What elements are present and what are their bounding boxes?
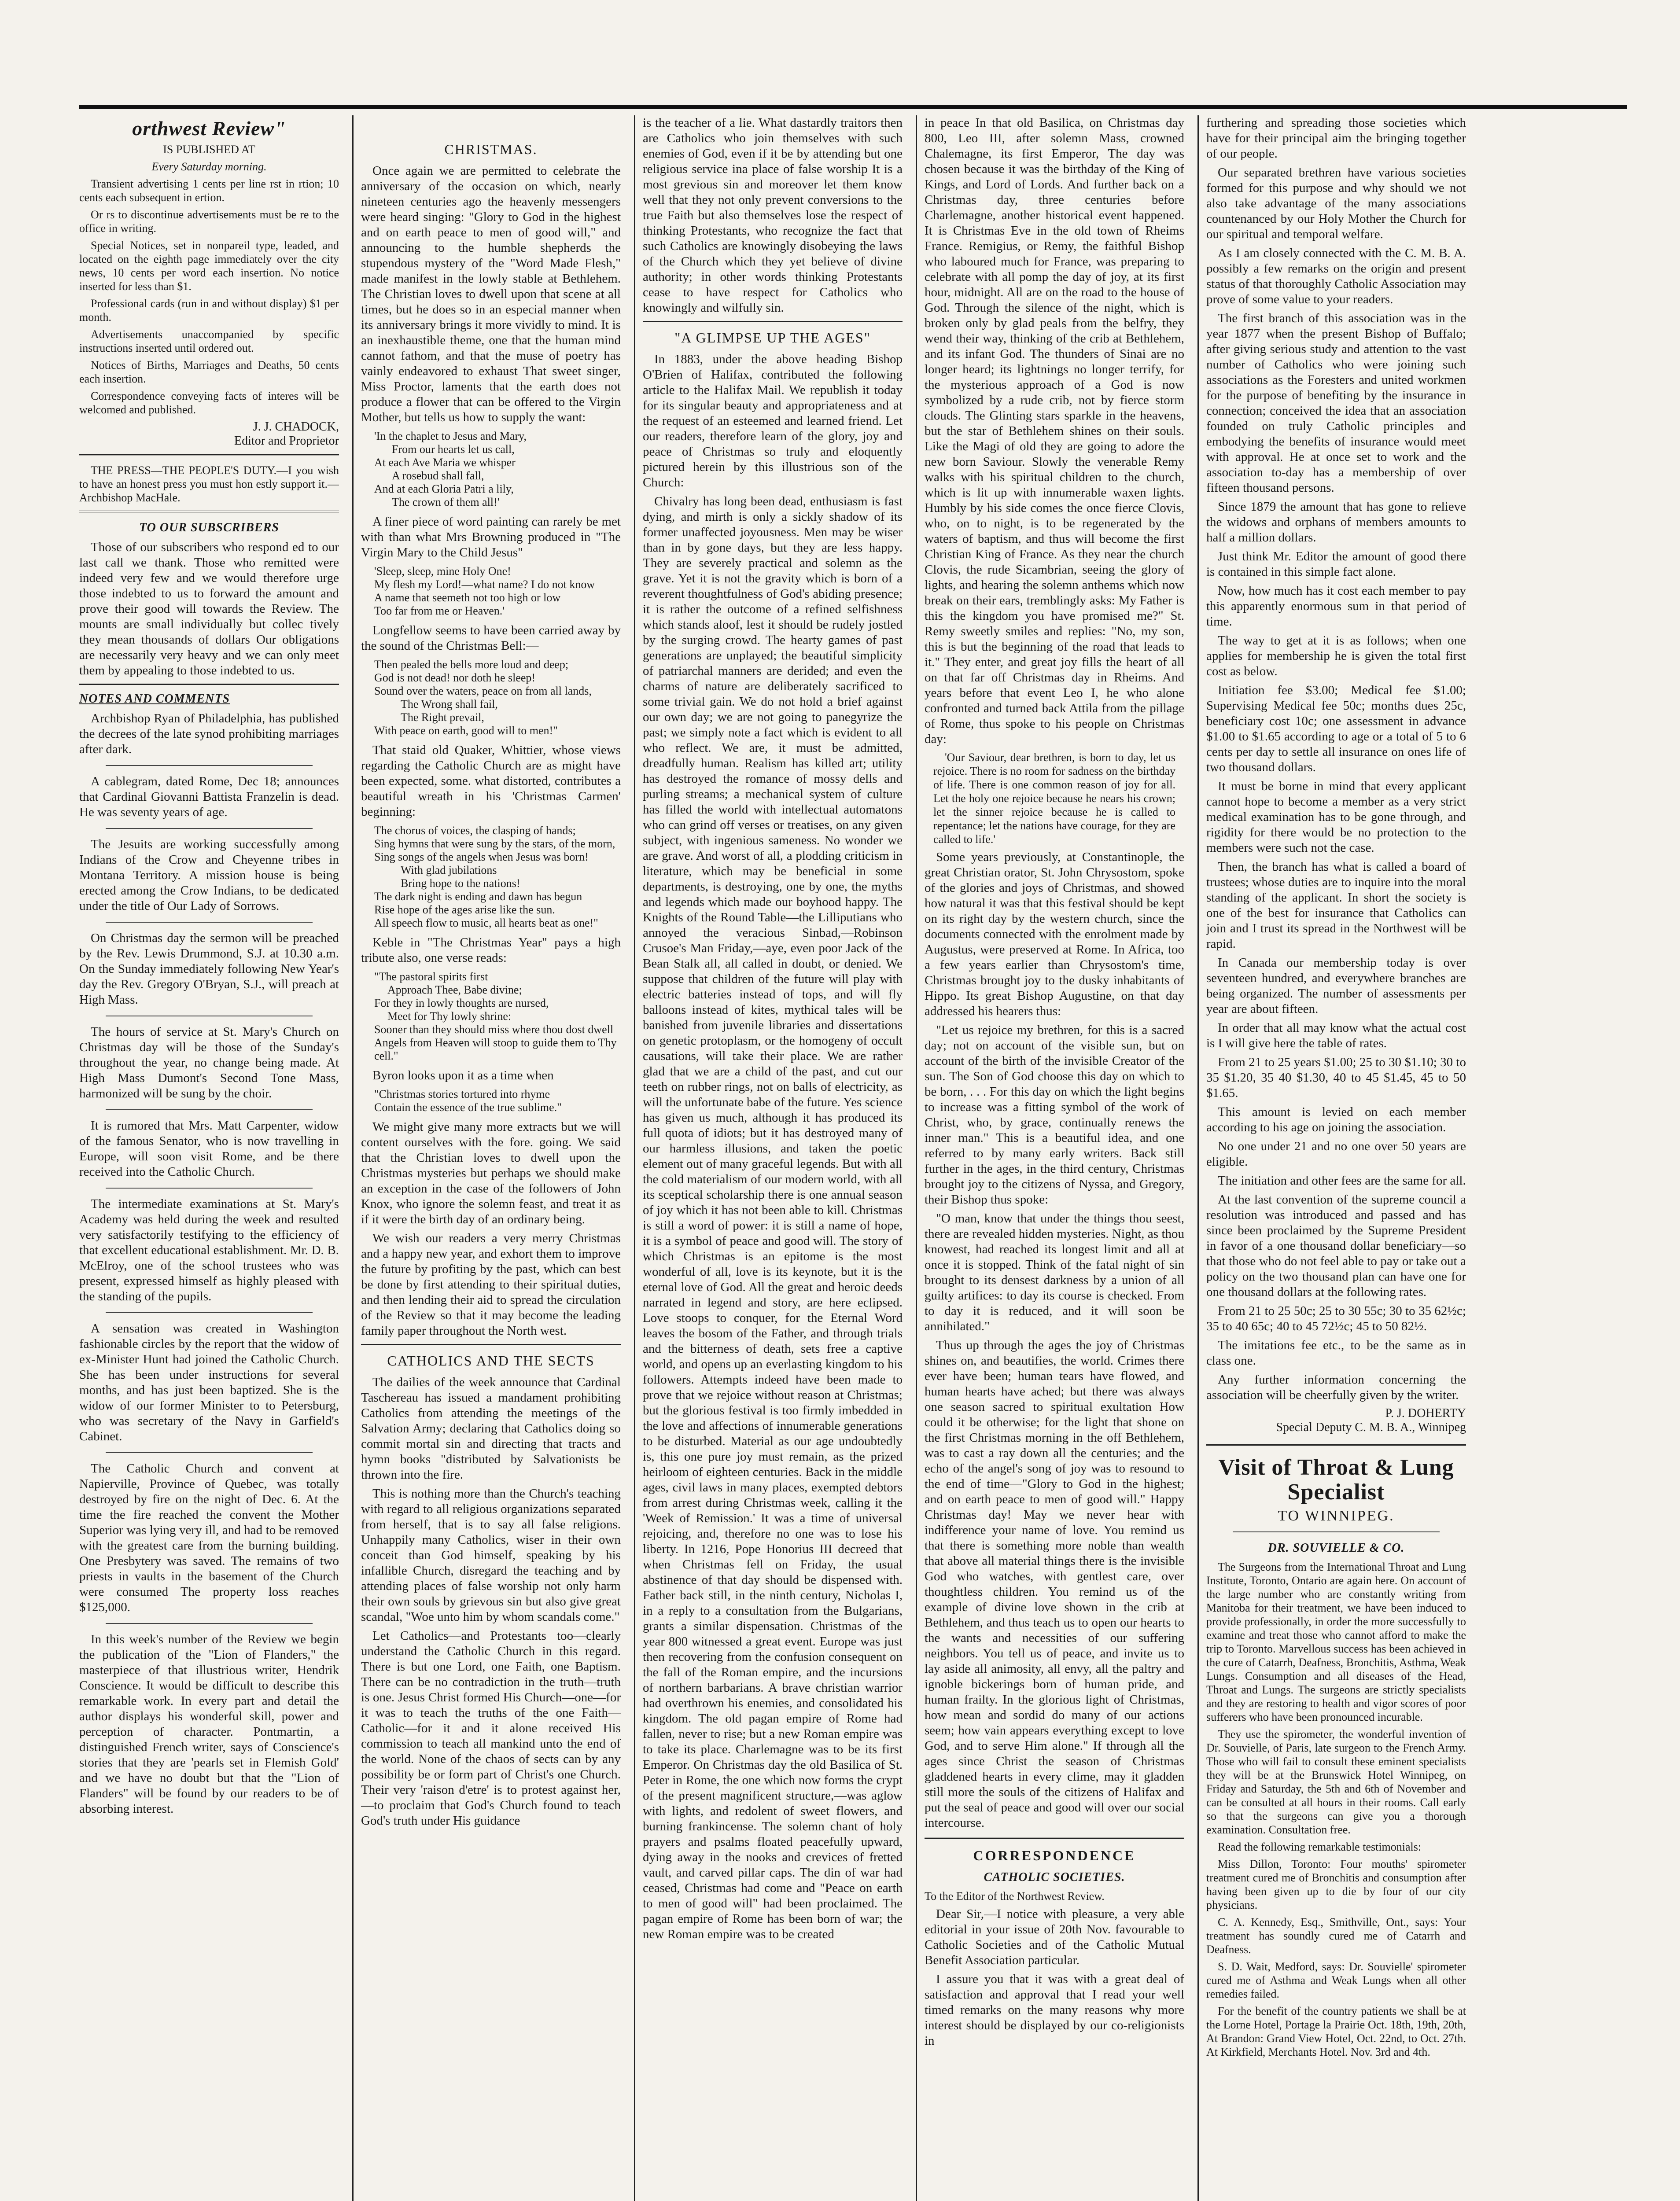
- article-paragraph: Initiation fee $3.00; Medical fee $1.00; Supervising Medical fee 50c; months dues 25c, beneficiary cost 10c; one assessment in advance $1.00 to $1.65 according to age or a total of 5 to 6 cents per day to settle all insurance on ones life of two thousand dollars.: [1206, 683, 1466, 774]
- divider: [925, 1837, 1184, 1840]
- column-4: [925, 115, 1184, 2201]
- note-item: It is rumored that Mrs. Matt Carpenter, widow of the famous Senator, who is now travelling in Europe, will soon visit Rome, and be there received into the Catholic Church.: [79, 1119, 339, 1179]
- divider: [361, 1344, 621, 1345]
- article-paragraph: Longfellow seems to have been carried away by the sound of the Christmas Bell:—: [361, 623, 621, 653]
- article-paragraph: It must be borne in mind that every applicant cannot hope to become a member as a very strict medical examination has to be gone through, and rigidity for there would be no protection to the members were such not the case.: [1206, 779, 1466, 855]
- notes-heading: NOTES AND COMMENTS: [79, 692, 230, 706]
- press-quote: THE PRESS—THE PEOPLE'S DUTY.—I you wish to have an honest press you must hon estly support it.—Archbishop MacHale.: [79, 464, 339, 504]
- article-paragraph: The imitations fee etc., to be the same as in class one.: [1206, 1338, 1466, 1368]
- divider: [643, 321, 903, 322]
- correspondence-subheading: CATHOLIC SOCIETIES.: [984, 1870, 1125, 1884]
- poem-line: "The pastoral spirits first: [374, 970, 488, 983]
- ad-paragraph: S. D. Wait, Medford, says: Dr. Souvielle' spirometer cured me of Asthma and Weak Lungs when all other remedies failed.: [1206, 1960, 1466, 2000]
- poem-quote: [374, 970, 621, 1063]
- poem-line: The Right prevail,: [401, 711, 484, 724]
- top-rule: [79, 105, 1627, 109]
- article-paragraph: The way to get at it is as follows; when one applies for membership he is given the total first cost as below.: [1206, 633, 1466, 678]
- christmas-heading: CHRISTMAS.: [444, 141, 538, 157]
- article-paragraph: "O man, know that under the things thou seest, there are revealed hidden mysteries. Night, as thou knowest, had reached its longest limit and all at once it is stopped. Think of the fatal night of sin brought to its densest darkness by a union of all guilty artifices: to day its course is checked. From to day it is reduced, and it will soon be annihilated.": [925, 1211, 1184, 1333]
- ad-paragraph: C. A. Kennedy, Esq., Smithville, Ont., says: Your treatment has soundly cured me of Catarrh and Deafness.: [1206, 1916, 1466, 1956]
- editor-title: Editor and Proprietor: [234, 434, 339, 448]
- terms-item: Professional cards (run in and without display) $1 per month.: [79, 297, 339, 324]
- note-item: On Christmas day the sermon will be preached by the Rev. Lewis Drummond, S.J. at 10.30 a.m. On the Sunday immediately following New Year's day the Rev. Gregory O'Bryan, S.J., will preach at High Mass.: [79, 931, 339, 1007]
- poem-line: God is not dead! nor doth he sleep!: [374, 671, 536, 684]
- terms-item: Or rs to discontinue advertisements must be re to the office in writing.: [79, 208, 339, 235]
- article-paragraph: furthering and spreading those societies which have for their principal aim the bringing together of our people.: [1206, 116, 1466, 161]
- article-paragraph: Our separated brethren have various societies formed for this purpose and why should we not also take advantage of the many associations countenanced by our Holy Mother the Church for our spiritual and temporal welfare.: [1206, 166, 1466, 241]
- poem-line: The Wrong shall fail,: [401, 698, 498, 710]
- article-paragraph: in peace In that old Basilica, on Christmas day 800, Leo III, after solemn Mass, crowned Chalemagne, its first Emperor, The day was chosen because it was the birthday of the King of Kings, and Lord of Lords. And further back on a Christmas day, three centuries before Charlemagne, another historical event happened. It is Christmas Eve in the old town of Rheims France. Remigius, or Remy, the faithful Bishop who laboured much for France, was preparing to celebrate with all pomp the day of joy, at its first hour, midnight. All are on the road to the house of God. Through the silence of the night, which is broken only by glad peals from the belfry, they wend their way, thinking of the crib at Bethlehem, and its infant God. The thunders of Sinai are no longer heard; its lightnings no longer terrify, for the mysterious approach of a God is now symbolized by a rude crib, not by fierce storm clouds. The Glinting stars sparkle in the heavens, but the star of Bethlehem shines on their souls. Like the Magi of old they are going to adore the new born Saviour. Slowly the venerable Remy walks with his spiritual children to the church, which is lit up with innumerable waxen lights. Humbly by his side comes the once fierce Clovis, who, on to night, is to be regenerated by the waters of baptism, and thus will become the first Christian King of France. As they near the church Clovis, the rude Sicambrian, seeing the glory of lights, and hearing the solemn anthems which now break on their ears, tremblingly asks: My Father is this the kingdom you have promised me?" St. Remy sweetly smiles and replies: "No, my son, this is but the beginning of the road that leads to it." They enter, and great joy fills the heart of all on that far off Christmas day in Rheims. And years before that event Leo I, he who alone confronted and turned back Attila from the pillage of Rome, thus spoke to his people on Christmas day:: [925, 116, 1184, 746]
- leo-quote: 'Our Saviour, dear brethren, is born to day, let us rejoice. There is no room for sadness on the birthday of life. There is one common reason of joy for all. Let the holy one rejoice because he nears his crown; let the sinner rejoice because he is called to repentance; let the nations have courage, for they are called to life.': [933, 751, 1175, 846]
- sects-heading: CATHOLICS AND THE SECTS: [387, 1353, 595, 1369]
- poem-line: The chorus of voices, the clasping of hands;: [374, 824, 576, 837]
- article-paragraph: Some years previously, at Constantinople, the great Christian orator, St. John Chrysostom, spoke of the glories and joys of Christmas, and showed how natural it was that this festival should be kept on its right day by the western church, since the documents connected with the enrolment made by Augustus, were preserved at Rome. In Africa, too a few years earlier than Chrysostom's time, Christmas brought joy to the dusky inhabitants of Hippo. Its great Bishop Augustine, on that day addressed his hearers thus:: [925, 850, 1184, 1018]
- article-paragraph: Once again we are permitted to celebrate the anniversary of the occasion on which, nearly nineteen centuries ago the heavenly messengers were heard singing: "Glory to God in the highest and on earth peace to men of good will," and announcing to the humble shepherds the stupendous mystery of the "Word Made Flesh," made manifest in the lowly stable at Bethlehem. The Christian loves to dwell upon that scene at all times, but he does so in an especial manner when its anniversary brings it more vividly to mind. It is an inexhaustible theme, one that the human mind cannot fathom, and that the muse of poetry has vainly endeavored to exhaust That sweet singer, Miss Proctor, laments that the earth does not produce a flower that can be offered to the Virgin Mother, but tells us how to supply the want:: [361, 164, 621, 424]
- terms-item: Notices of Births, Marriages and Deaths, 50 cents each insertion.: [79, 359, 339, 385]
- ad-paragraph: For the benefit of the country patients we shall be at the Lorne Hotel, Portage la Prairie Oct. 18th, 19th, 20th, At Brandon: Grand View Hotel, Oct. 22nd, to Oct. 27th. At Kirkfield, Merchants Hotel. Nov. 3rd and 4th.: [1206, 2005, 1466, 2058]
- article-paragraph: This is nothing more than the Church's teaching with regard to all religious organizations separated from herself, that is to say all false religions. Unhappily many Catholics, wiser in their own conceit than God himself, speaking by his infallible Church, disregard the teaching and by attending places of false worship not only harm their own souls by grievous sin but also give great scandal, "Woe unto him by whom scandals come.": [361, 1487, 621, 1624]
- note-item: The hours of service at St. Mary's Church on Christmas day will be those of the Sunday's throughout the year, no change being made. At High Mass Dumont's Second Tone Mass, harmonized will be sung by the choir.: [79, 1025, 339, 1100]
- article-paragraph: Since 1879 the amount that has gone to relieve the widows and orphans of members amounts to half a million dollars.: [1206, 500, 1466, 545]
- poem-line: Contain the essence of the true sublime.": [374, 1101, 562, 1114]
- article-paragraph: In 1883, under the above heading Bishop O'Brien of Halifax, contributed the following article to the Halifax Mail. We republish it today for its singular beauty and appropriateness and at the request of an esteemed and learned friend. Let our readers, therefore learn of the glory, joy and peace of Christmas so truly and eloquently pictured herein by this illustrious son of the Church:: [643, 352, 903, 490]
- note-item: The intermediate examinations at St. Mary's Academy was held during the week and resulted very satisfactorily testifying to the efficiency of that excellent educational establishment. Mr. D. B. McElroy, one of the school trustees who was present, expressed himself as highly pleased with the standing of the pupils.: [79, 1197, 339, 1303]
- note-item: The Jesuits are working successfully among Indians of the Crow and Cheyenne tribes in Montana Territory. A mission house is being erected among the Crow Indians, to be dedicated under the title of Our Lady of Sorrows.: [79, 837, 339, 913]
- poem-line: 'Sleep, sleep, mine Holy One!: [374, 565, 511, 578]
- article-paragraph: Dear Sir,—I notice with pleasure, a very able editorial in your issue of 20th Nov. favourable to Catholic Societies and of the Catholic Mutual Benefit Association particular.: [925, 1907, 1184, 1967]
- ad-heading: Visit of Throat & Lung Specialist: [1218, 1455, 1454, 1505]
- article-paragraph: Let Catholics—and Protestants too—clearly understand the Catholic Church in this regard. There is but one Lord, one Faith, one Baptism. There can be no contradiction in the truth—truth is one. Jesus Christ formed His Church—one—for it was to teach the truths of the one Faith—Catholic—for it and it alone received His commission to teach all mankind unto the end of the world. None of the chaos of sects can by any possibility be or form part of Christ's one Church. Their very 'raison d'etre' is to protest against her,—to proclaim that God's Church found to teach God's truth under His guidance: [361, 1629, 621, 1828]
- article-paragraph: Byron looks upon it as a time when: [372, 1068, 554, 1082]
- poem-line: At each Ave Maria we whisper: [374, 456, 516, 469]
- divider: [79, 454, 339, 457]
- article-paragraph: We wish our readers a very merry Christmas and a happy new year, and exhort them to improve the future by profiting by the past, which can best be done by first attending to their spiritual duties, and then lending their aid to spread the circulation of the Review so that it may become the leading family paper throughout the North west.: [361, 1231, 621, 1338]
- article-paragraph: Chivalry has long been dead, enthusiasm is fast dying, and mirth is only a sickly shadow of its former unaffected joyousness. Men may be wiser than in by gone days, but they are less happy. They are severely practical and solemn as the grave. Yet it is not the gravity which is born of a reverent thoughtfulness of God's abiding presence; it is rather the outcome of a refined selfishness which stands aloof, lest it should be rudely jostled by the surging crowd. The hearty games of past generations are unplayed; the beautiful simplicity of patriarchal manners are derided; and even the charms of nature are deliberately sacrificed to some trivial gain. We do not hold a brief against our own day; we are not going to panegyrize the past; we simply note a fact which is evident to all who reflect. We are, it must be admitted, dreadfully human. Realism has killed art; utility has destroyed the romance of mossy dells and purling streams; a mechanical system of culture has filled the world with intellectual automatons who can grind off verses or treatises, on any given subject, with ingenious sameness. No wonder we are grave. And worst of all, a plodding criticism in literature, which may be beneficial in some departments, is destroying, one by one, the myths and legends which made our boyhood happy. The Knights of the Round Table—the Lilliputians who annoyed the veracious Sinbad,—Robinson Crusoe's Man Friday,—aye, even poor Jack of the Bean Stalk all, all called in doubt, or denied. We suppose that children of the future will play with electric batteries instead of tops, and will fly balloons instead of kites, mythical tales will be banished from juvenile libraries and dissertations on genetic protoplasm, or the homogeny of occult causations, will take their place. We are rather glad that we are a child of the past, and cut our teeth on rubber rings, not on balls of electricity, as will the unfortunate babe of the future. Yes science has given us much, although it has produced its full quota of idiots; but it has destroyed many of our harmless illusions, and taken the poetic element out of many graceful legends. But with all the cold materialism of our modern world, with all its sceptical scholarship there is one annual season of joy which it has not been able to kill. Christmas is still a word of power: it is still a name of hope, it is a symbol of peace and good will. The story of which Christmas is an epitome is the most wonderful of all, love is its keynote, but it is the eternal love of God. All the great and heroic deeds narrated in legend and story, are here eclipsed. Love stoops to conquer, for the Eternal Word leaves the bosom of the Father, and through trials and the bitterness of death, sets free a captive world, and opens up an everlasting kingdom to his followers. Attempts indeed have been made to prove that we rejoice without reason at Christmas; but the glorious festival is too firmly imbedded in the love and affections of innumerable generations to be disturbed. Material as our age undoubtedly is, this one pure joy must remain, as the prized heirloom of eighteen centuries. Back in the middle ages, civil laws in many places, exempted debtors from arrest during Christmas week, calling it the 'Week of Remission.' It was a time of universal rejoicing, and, therefore no one was to lose his liberty. In 1216, Pope Honorius III decreed that when Christmas fell on Friday, the usual abstinence of that day should be dispensed with. Father back still, in the ninth century, Nicholas I, in a reply to a consultation from the Bulgarians, grants a similar dispensation. Christmas of the year 800 witnessed a great event. Europe was just then recovering from the confusion consequent on the fall of the Roman empire, and the incursions of northern barbarians. A brave christian warrior had overthrown his enemies, and consolidated his kingdom. The old pagan empire of Rome had fallen, never to rise; but a new Roman empire was to take its place. Charlemagne was to be its first Emperor. On Christmas day the old Basilica of St. Peter in Rome, the one which now forms the crypt of the present magnificent structure,—was aglow with lights, and redolent of sweet flowers, and burning frankincense. The solemn chant of holy prayers and psalms floated peacefully upward, dying away in the nooks and crevices of fretted vault, and carved pillar caps. The din of war had ceased, Christmas had come and "Peace on earth to men of good will" had been proclaimed. The pagan empire of Rome has been born of war; the new Roman empire was to be created: [643, 494, 903, 1941]
- ad-paragraph: They use the spirometer, the wonderful invention of Dr. Souvielle, of Paris, late surgeon to the French Army. Those who will fail to consult these eminent specialists they will be at the Brunswick Hotel Winnipeg, on Friday and Saturday, the 5th and 6th of November and can be consulted at all hours in their rooms. Call early so that the surgeons can give you a thorough examination. Consultation free.: [1206, 1728, 1466, 1836]
- poem-line: Too far from me or Heaven.': [374, 604, 505, 617]
- divider: [1206, 1444, 1466, 1446]
- note-item: The Catholic Church and convent at Napierville, Province of Quebec, was totally destroyed by fire on the night of Dec. 6. At the time the fire reached the convent the Mother Superior was lying very ill, and had to be removed with the greatest care from the burning building. One Presbytery was saved. The remains of two priests in vaults in the basement of the Church were consumed The property loss reaches $125,000.: [79, 1461, 339, 1614]
- article-paragraph: The first branch of this association was in the year 1877 when the present Bishop of Buffalo; after giving serious study and attention to the vast number of Catholics who were joining such associations as the Foresters and united workmen for the purpose of benefiting by the insurance in connection; conceived the idea that an association founded on truly Catholic principles and embodying the benefits of insurance would meet with approval. He at once set to work and the association to-day has a membership of over fifteen thousand persons.: [1206, 311, 1466, 495]
- ad-paragraph: The Surgeons from the International Throat and Lung Institute, Toronto, Ontario are again here. On account of the large number who are constantly writing from Manitoba for their treatment, we have been induced to provide professionally, in order the more successfully to examine and treat those who cannot afford to make the trip to Toronto. Marvellous success has been achieved in the cure of Catarrh, Deafness, Bronchitis, Asthma, Weak Lungs. Consumption and all diseases of the Head, Throat and Lungs. The surgeons are strictly specialists and they are restoring to health and vigor scores of poor sufferers who have been pronounced incurable.: [1206, 1561, 1466, 1723]
- column-1: [79, 115, 339, 2201]
- column-divider: [352, 115, 354, 2201]
- article-paragraph: The initiation and other fees are the same for all.: [1218, 1174, 1466, 1188]
- terms-item: Transient advertising 1 cents per line rst in rtion; 10 cents each subsequent in ertion.: [79, 177, 339, 204]
- divider: [106, 1109, 313, 1110]
- poem-line: Angels from Heaven will stoop to guide them to Thy cell.": [374, 1036, 617, 1062]
- terms-item: Correspondence conveying facts of interes will be welcomed and published.: [79, 390, 339, 416]
- article-paragraph: is the teacher of a lie. What dastardly traitors then are Catholics who join themselves with such enemies of God, even if it be by attending but one religious service ina place of false worship It is a most grevious sin and moreover let them know well that they not only prevent conversions to the true Faith but also themselves lose the respect of thinking Protestants, who recognize the fact that such Catholics are knowingly disobeying the laws of the Church which they yet believe of divine authority; in other words thinking Protestants cease to have respect for Catholics who knowingly and wilfully sin.: [643, 116, 903, 315]
- divider: [106, 765, 313, 766]
- poem-line: 'In the chaplet to Jesus and Mary,: [374, 430, 527, 442]
- poem-line: A rosebud shall fall,: [392, 469, 484, 482]
- poem-line: All speech flow to music, all hearts beat as one!": [374, 916, 598, 929]
- divider: [79, 684, 339, 685]
- article-paragraph: Now, how much has it cost each member to pay this apparently enormous sum in that period of time.: [1206, 584, 1466, 629]
- article-paragraph: From 21 to 25 50c; 25 to 30 55c; 30 to 35 62½c; 35 to 40 65c; 40 to 45 72½c; 45 to 50 82½.: [1206, 1304, 1466, 1333]
- subscribers-heading: TO OUR SUBSCRIBERS: [139, 521, 279, 534]
- correspondence-heading: CORRESPONDENCE: [973, 1848, 1136, 1863]
- poem-line: For they in lowly thoughts are nursed,: [374, 997, 549, 1009]
- poem-line: Sound over the waters, peace on from all lands,: [374, 685, 592, 697]
- signature-name: P. J. DOHERTY: [1385, 1406, 1466, 1420]
- masthead-schedule: Every Saturday morning.: [151, 160, 267, 173]
- article-paragraph: At the last convention of the supreme council a resolution was introduced and passed and has since been proclaimed by the Supreme President in favor of a one thousand dollar beneficiary—so that those who do not feel able to pay or take out a policy on the two thousand plan can have one for one thousand dollars at the following rates.: [1206, 1193, 1466, 1299]
- article-paragraph: A finer piece of word painting can rarely be met with than what Mrs Browning produced in "The Virgin Mary to the Child Jesus": [361, 515, 621, 559]
- divider: [106, 1312, 313, 1313]
- poem-line: Then pealed the bells more loud and deep;: [374, 658, 569, 671]
- divider: [1233, 1531, 1440, 1532]
- poem-quote: [374, 565, 621, 618]
- poem-quote: [374, 430, 621, 509]
- article-paragraph: Just think Mr. Editor the amount of good there is contained in this simple fact alone.: [1206, 549, 1466, 579]
- poem-line: From our hearts let us call,: [392, 443, 515, 456]
- signature-title: Special Deputy C. M. B. A., Winnipeg: [1276, 1421, 1466, 1434]
- column-divider: [1197, 115, 1199, 2201]
- poem-line: Bring hope to the nations!: [401, 877, 520, 890]
- editor-name: J. J. CHADOCK,: [253, 420, 339, 434]
- poem-line: With glad jubilations: [401, 864, 497, 876]
- poem-line: The dark night is ending and dawn has begun: [374, 890, 582, 903]
- article-paragraph: That staid old Quaker, Whittier, whose views regarding the Catholic Church are as might have been expected, some. what distorted, contributes a beautiful wreath in his 'Christmas Carmen' beginning:: [361, 743, 621, 819]
- note-item: In this week's number of the Review we begin the publication of the "Lion of Flanders," the masterpiece of that illustrious writer, Hendrik Conscience. It would be difficult to describe this remarkable work. In every part and detail the author displays his wonderful skill, power and perception of character. Pontmartin, a distinguished French writer, says of Conscience's stories that they are 'pearls set in Flemish Gold' and we have no doubt but that the "Lion of Flanders" will be found by our readers to be of absorbing interest.: [79, 1632, 339, 1816]
- poem-line: Sooner than they should miss where thou dost dwell: [374, 1023, 614, 1036]
- poem-quote: [374, 658, 621, 737]
- article-paragraph: "Let us rejoice my brethren, for this is a sacred day; not on account of the visible sun, but on account of the birth of the invisible Creator of the sun. The Son of God choose this day on which to be born, . . . For this day on which the light begins to increase was a fitting symbol of the work of Christ, who, by grace, continually renews the inner man." This is a beautiful idea, and one referred to by many early writers. Back still further in the ages, in the third century, Christmas brought joy to the citizens of Nyssa, and Gregory, their Bishop thus spoke:: [925, 1023, 1184, 1207]
- poem-line: Meet for Thy lowly shrine:: [387, 1010, 512, 1023]
- glimpse-heading: "A GLIMPSE UP THE AGES": [674, 330, 871, 346]
- column-divider: [634, 115, 635, 2201]
- poem-quote: [374, 1088, 621, 1114]
- divider: [106, 1188, 313, 1189]
- poem-line: The crown of them all!': [392, 496, 500, 508]
- masthead-title: orthwest Review": [132, 117, 286, 140]
- article-paragraph: The dailies of the week announce that Cardinal Taschereau has issued a mandament prohibiting Catholics from attending the meetings of the Salvation Army; declaring that Catholics doing so commit mortal sin and directing that tracts and hymn books "distributed by Salvationists be thrown into the fire.: [361, 1375, 621, 1482]
- note-item: Archbishop Ryan of Philadelphia, has published the decrees of the late synod prohibiting marriages after dark.: [79, 711, 339, 756]
- poem-quote: [374, 824, 621, 930]
- divider: [79, 511, 339, 514]
- terms-item: Special Notices, set in nonpareil type, leaded, and located on the eighth page immediately over the city news, 10 cents per word each insertion. No notice inserted for less than $1.: [79, 239, 339, 293]
- article-paragraph: In order that all may know what the actual cost is I will give here the table of rates.: [1206, 1021, 1466, 1050]
- poem-line: Sing songs of the angels when Jesus was born!: [374, 850, 589, 863]
- poem-line: And at each Gloria Patri a lily,: [374, 482, 514, 495]
- article-paragraph: From 21 to 25 years $1.00; 25 to 30 $1.10; 30 to 35 $1.20, 35 40 $1.30, 40 to 45 $1.45, 45 to 50 $1.65.: [1206, 1055, 1466, 1100]
- divider: [106, 1452, 313, 1453]
- column-3: [643, 115, 903, 2201]
- divider: [106, 922, 313, 923]
- poem-line: Approach Thee, Babe divine;: [387, 983, 522, 996]
- poem-line: With peace on earth, good will to men!": [374, 724, 558, 737]
- ad-paragraph: Read the following remarkable testimonials:: [1218, 1840, 1422, 1853]
- terms-item: Advertisements unaccompanied by specific instructions inserted until ordered out.: [79, 328, 339, 354]
- ad-firm: DR. SOUVIELLE & CO.: [1267, 1541, 1405, 1555]
- ad-subheading: TO WINNIPEG.: [1278, 1508, 1395, 1524]
- article-paragraph: No one under 21 and no one over 50 years are eligible.: [1206, 1139, 1466, 1169]
- note-item: A sensation was created in Washington fashionable circles by the report that the widow of ex-Minister Hunt had joined the Catholic Church. She has been under instructions for several months, and has just been baptized. She is the widow of our former Minister to to Petersburg, who was secretary of the Navy in Garfield's Cabinet.: [79, 1321, 339, 1443]
- article-paragraph: Keble in "The Christmas Year" pays a high tribute also, one verse reads:: [361, 935, 621, 965]
- masthead-published: IS PUBLISHED AT: [163, 143, 255, 156]
- correspondence-to: To the Editor of the Northwest Review.: [925, 1890, 1105, 1903]
- article-paragraph: Any further information concerning the association will be cheerfully given by the writer.: [1206, 1373, 1466, 1402]
- ad-paragraph: Miss Dillon, Toronto: Four mouths' spirometer treatment cured me of Bronchitis and consumption after having been given up to die by four of our city physicians.: [1206, 1858, 1466, 1911]
- poem-line: Sing hymns that were sung by the stars, of the morn,: [374, 837, 615, 850]
- poem-line: Rise hope of the ages arise like the sun.: [374, 903, 555, 916]
- article-paragraph: We might give many more extracts but we will content ourselves with the fore. going. We said that the Christian loves to dwell upon the Christmas mysteries but perhaps we should make an exception in the case of the followers of John Knox, who ignore the solemn feast, and treat it as if it were the birth day of an ordinary being.: [361, 1120, 621, 1226]
- note-item: A cablegram, dated Rome, Dec 18; announces that Cardinal Giovanni Battista Franzelin is dead. He was seventy years of age.: [79, 774, 339, 819]
- column-2: [361, 115, 621, 2201]
- column-divider: [916, 115, 917, 2201]
- poem-line: My flesh my Lord!—what name? I do not know: [374, 578, 595, 591]
- divider: [106, 828, 313, 829]
- article-paragraph: In Canada our membership today is over seventeen hundred, and everywhere branches are being organized. The number of assessments per year are about fifteen.: [1206, 956, 1466, 1016]
- article-paragraph: This amount is levied on each member according to his age on joining the association.: [1206, 1105, 1466, 1134]
- poem-line: "Christmas stories tortured into rhyme: [374, 1088, 550, 1100]
- subscribers-text: Those of our subscribers who respond ed to our last call we thank. Those who remitted were indeed very few and we would therefore urge those indebted to us to forward the amount and prove their good will towards the Review. The mounts are small individually but collec tively they mean thousands of dollars Our obligations are necessarily very heavy and we can only meet them by appealing to those indebted to us.: [79, 540, 339, 677]
- divider: [106, 1623, 313, 1624]
- article-paragraph: I assure you that it was with a great deal of satisfaction and approval that I read your well timed remarks on the many reasons why more interest should be displayed by our co-religionists in: [925, 1972, 1184, 2048]
- article-paragraph: Then, the branch has what is called a board of trustees; whose duties are to inquire into the moral standing of the applicant. In short the society is one of the best for insurance that Catholics can join and I trust its spread in the Northwest will be rapid.: [1206, 860, 1466, 951]
- poem-line: A name that seemeth not too high or low: [374, 591, 561, 604]
- column-5: [1206, 115, 1466, 2201]
- article-paragraph: As I am closely connected with the C. M. B. A. possibly a few remarks on the origin and present status of that thoroughly Catholic Association may prove of some value to your readers.: [1206, 246, 1466, 306]
- article-paragraph: Thus up through the ages the joy of Christmas shines on, and beautifies, the world. Crimes there ever have been; human tears have flowed, and human hearts have ached; but there was always one season sacred to spiritual exultation How could it be otherwise; for the light that shone on the first Christmas morning in the off Bethlehem, was to cast a ray down all the centuries; and the echo of the angel's song of joy was to resound to the end of time—"Glory to God in the highest; and on earth peace to men of good will." Happy Christmas day! May we never hear with indifference your name of love. You remind us that there is something more noble than wealth that above all material things there is the invisible God who watches, with gentlest care, over thoughtless children. You remind us of the example of divine love shown in the crib at Bethlehem, and thus teach us to open our hearts to the wants and necessities of our suffering neighbors. You tell us of peace, and invite us to lay aside all animosity, all envy, all the paltry and ignoble bickerings born of human pride, and human frailty. In the glorious light of Christmas, how mean and sordid do many of our actions seem; how vain appears everything except to love God, and to serve Him alone." If through all the ages since Christ the season of Christmas gladdened hearts in every clime, may it gladden still more the souls of the citizens of Halifax and put the seal of peace and good will over our social intercourse.: [925, 1338, 1184, 1830]
